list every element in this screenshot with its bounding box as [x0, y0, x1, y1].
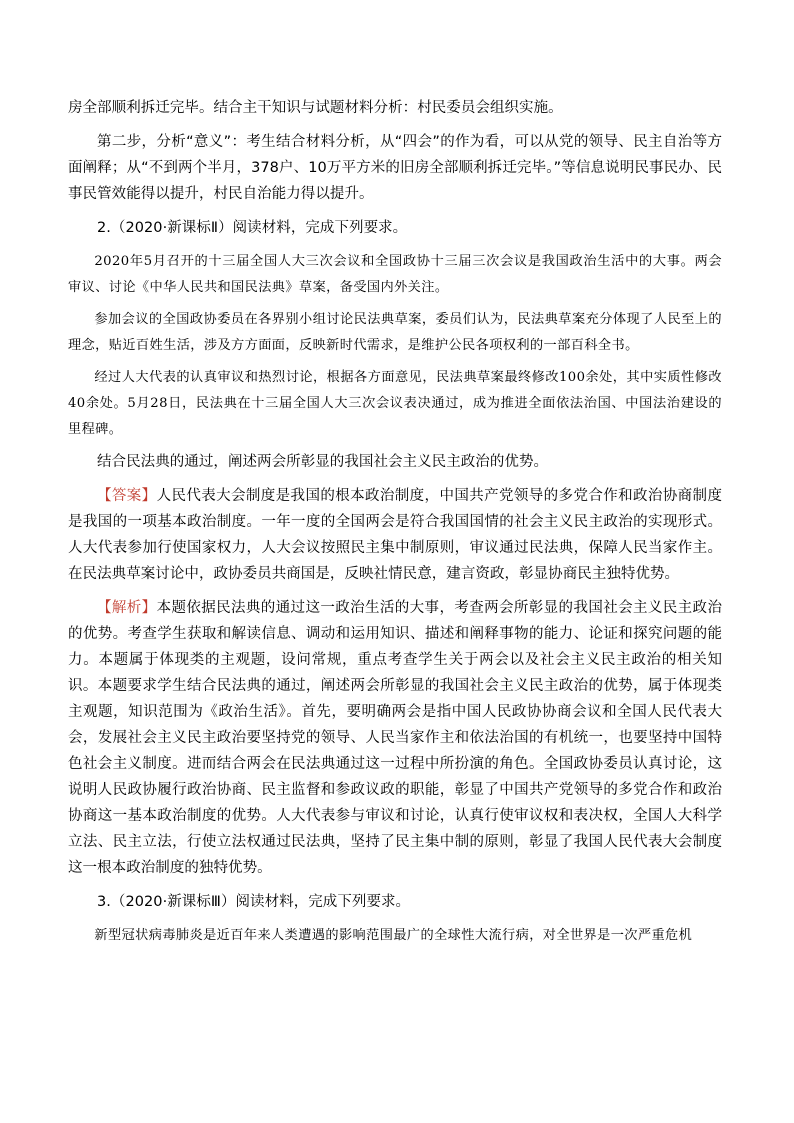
- question-prompt: 结合民法典的通过，阐述两会所彰显的我国社会主义民主政治的优势。: [97, 454, 549, 470]
- material-paragraph-4: 新型冠状病毒肺炎是近百年来人类遭遇的影响范围最广的全球性大流行病，对全世界是一次严重危机: [94, 928, 693, 943]
- analysis-text: 本题依据民法典的通过这一政治生活的大事，考查两会所彰显的我国社会主义民主政治的优势。考查学生获取和解读信息、调动和运用知识、描述和阐释事物的能力、论证和探究问题的能力。本题属于体现类的主观题，设问常规，重点考查学生关于两会以及社会主义民主政治的相关知识。本题要求学生结合民法典的通过，阐述两会所彰显的我国社会主义民主政治的优势，属于体现类主观题，知识范围为《政治生活》。首先，要明确两会是指中国人民政协协商会议和全国人民代表大会，发展社会主义民主政治要坚持党的领导、人民当家作主和依法治国的有机统一，也要坚持中国特色社会主义制度。进而结合两会在民法典通过这一过程中所扮演的角色。全国政协委员认真讨论，这说明人民政协履行政治协商、民主监督和参政议政的职能，彰显了中国共产党领导的多党合作和政治协商这一基本政治制度的优势。人大代表参与审议和讨论，认真行使审议权和表决权，全国人大科学立法、民主立法，行使立法权通过民法典，坚持了民主集中制的原则，彰显了我国人民代表大会制度这一根本政治制度的独特优势。: [68, 600, 722, 876]
- question-2-heading: 2.（2020·新课标Ⅱ）阅读材料，完成下列要求。: [97, 220, 408, 236]
- paragraph-continued: 房全部顺利拆迁完毕。结合主干知识与试题材料分析：村民委员会组织实施。: [68, 100, 563, 116]
- analysis-tag: 【解析】: [97, 600, 157, 616]
- material-paragraph-2: 参加会议的全国政协委员在各界别小组讨论民法典草案，委员们认为，民法典草案充分体现了人民至上的理念，贴近百姓生活，涉及方方面面，反映新时代需求，是维护公民各项权利的一部百科全书。: [68, 312, 722, 353]
- material-paragraph-3: 经过人大代表的认真审议和热烈讨论，根据各方面意见，民法典草案最终修改100余处，其中实质性修改40余处。5月28日，民法典在十三届全国人大三次会议表决通过，成为推进全面依法治国、中国法治建设的里程碑。: [68, 370, 722, 437]
- paragraph-step-two: 第二步，分析“意义”：考生结合材料分析，从“四会”的作为看，可以从党的领导、民主自治等方面阐释；从“不到两个半月，378户、10万平方米的旧房全部顺利拆迁完毕。”等信息说明民事民办、民事民管效能得以提升，村民自治能力得以提升。: [68, 134, 722, 202]
- question-3-heading: 3.（2020·新课标Ⅲ）阅读材料，完成下列要求。: [97, 894, 411, 910]
- answer-paragraph: [68, 483, 722, 587]
- document-body: [68, 95, 722, 955]
- answer-text: 人民代表大会制度是我国的根本政治制度，中国共产党领导的多党合作和政治协商制度是我国的一项基本政治制度。一年一度的全国两会是符合我国国情的社会主义民主政治的实现形式。人大代表参加行使国家权力，人大会议按照民主集中制原则，审议通过民法典，保障人民当家作主。在民法典草案讨论中，政协委员共商国是，反映社情民意，建言资政，彰显协商民主独特优势。: [68, 488, 722, 582]
- material-paragraph-1: 2020年5月召开的十三届全国人大三次会议和全国政协十三届三次会议是我国政治生活中的大事。两会审议、讨论《中华人民共和国民法典》草案，备受国内外关注。: [68, 254, 722, 295]
- answer-tag: 【答案】: [97, 488, 157, 504]
- analysis-paragraph: [68, 595, 722, 881]
